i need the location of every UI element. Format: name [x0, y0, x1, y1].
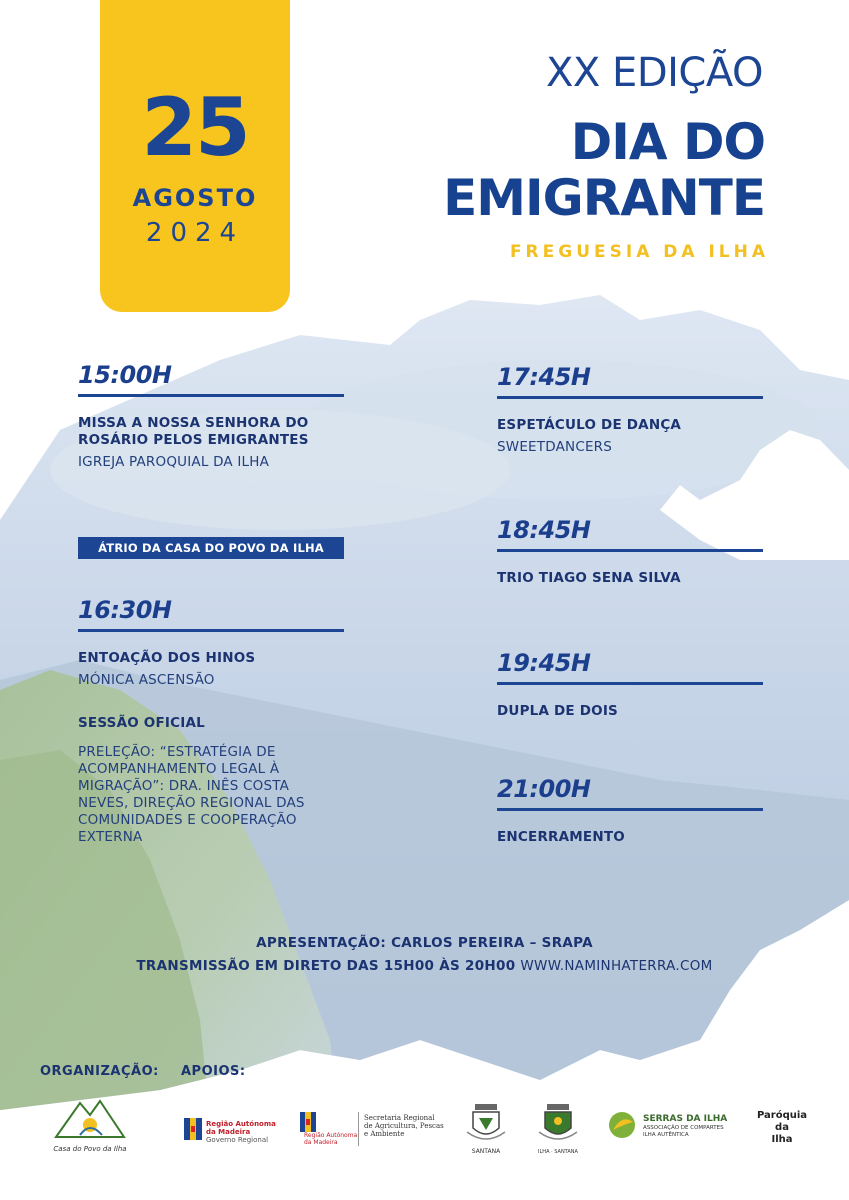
slot-time: 15:00H — [78, 360, 344, 397]
slot-title: ENCERRAMENTO — [497, 829, 625, 845]
date-day: 25 — [141, 81, 249, 174]
paroquia-line2: da — [775, 1122, 789, 1133]
casa-povo-name: Casa do Povo da Ilha — [53, 1145, 127, 1153]
venue-bar: ÁTRIO DA CASA DO POVO DA ILHA — [78, 537, 344, 559]
secretaria-line1: Secretaria Regional — [364, 1114, 435, 1122]
ilha-label: ILHA · SANTANA — [538, 1149, 578, 1155]
broadcast-line — [0, 958, 849, 974]
broadcast-text: TRANSMISSÃO EM DIRETO DAS 15H00 ÀS 20H00 — [136, 958, 516, 974]
slot-time: 18:45H — [497, 515, 763, 552]
serras-line3: ILHA AUTÊNTICA — [643, 1132, 689, 1138]
description-line: ACOMPANHAMENTO LEGAL À — [78, 761, 280, 777]
slot-title: TRIO TIAGO SENA SILVA — [497, 570, 681, 586]
slot-title: ESPETÁCULO DE DANÇA — [497, 417, 682, 433]
slot-subtitle: MÓNICA ASCENSÃO — [78, 672, 215, 688]
parish-label: FREGUESIA DA ILHA — [509, 242, 769, 262]
paroquia-logo — [752, 1110, 812, 1150]
madeira-flag-icon — [184, 1118, 202, 1140]
serras-leaf-icon — [607, 1110, 637, 1140]
slot-title: ENTOAÇÃO DOS HINOS — [78, 650, 256, 666]
casa-povo-logo — [50, 1095, 130, 1155]
description-line: MIGRAÇÃO”: DRA. INÊS COSTA — [78, 778, 290, 794]
slot-subtitle: SWEETDANCERS — [497, 439, 613, 455]
slot-time: 21:00H — [497, 774, 763, 811]
presenter-line: APRESENTAÇÃO: CARLOS PEREIRA – SRAPA — [256, 935, 593, 951]
date-block — [100, 0, 290, 312]
description-line: NEVES, DIREÇÃO REGIONAL DAS — [78, 795, 305, 811]
date-month: AGOSTO — [132, 184, 258, 212]
ilha-crest-icon — [535, 1102, 581, 1144]
slot-title-line: ROSÁRIO PELOS EMIGRANTES — [78, 432, 309, 448]
secretaria-regional-logo — [300, 1112, 450, 1148]
schedule-slot-1500 — [78, 360, 344, 471]
regiao1-line1: Região Autónoma — [206, 1120, 276, 1128]
schedule-slot-1745 — [497, 362, 763, 456]
schedule-slot-1945 — [497, 648, 763, 720]
description-line: COMUNIDADES E COOPERAÇÃO — [78, 812, 297, 828]
slot-title: DUPLA DE DOIS — [497, 703, 618, 719]
paroquia-line1: Paróquia — [756, 1110, 808, 1121]
serras-da-ilha-logo — [607, 1110, 737, 1146]
regiao2-line2: da Madeira — [304, 1139, 338, 1146]
schedule-slot-1630 — [78, 595, 344, 846]
serras-line1: SERRAS DA ILHA — [643, 1114, 728, 1124]
slot-title-line: MISSA A NOSSA SENHORA DO — [78, 415, 309, 431]
event-title-line1: DIA DO — [570, 113, 765, 171]
event-title-line2: EMIGRANTE — [443, 169, 765, 227]
schedule-slot-1845 — [497, 515, 763, 587]
schedule-slot-2100 — [497, 774, 763, 846]
slot-time: 17:45H — [497, 362, 763, 399]
description-line: EXTERNA — [78, 829, 143, 845]
paroquia-line3: Ilha — [771, 1134, 793, 1145]
slot-title: SESSÃO OFICIAL — [78, 715, 205, 731]
regiao1-line3: Governo Regional — [206, 1136, 269, 1144]
date-year: 2024 — [145, 218, 245, 248]
santana-label: SANTANA — [471, 1148, 501, 1155]
santana-logo — [463, 1102, 509, 1154]
slot-title — [78, 415, 344, 449]
secretaria-line3: e Ambiente — [364, 1130, 405, 1138]
regiao-autonoma-governo-logo — [184, 1118, 284, 1148]
slot-description — [78, 744, 344, 846]
logo-divider — [358, 1112, 359, 1146]
slot-venue: IGREJA PAROQUIAL DA ILHA — [78, 454, 270, 470]
broadcast-url[interactable]: WWW.NAMINHATERRA.COM — [520, 958, 713, 974]
madeira-flag-icon — [300, 1112, 316, 1132]
description-line: PRELEÇÃO: “ESTRATÉGIA DE — [78, 744, 276, 760]
casa-povo-emblem-icon — [50, 1095, 130, 1141]
ilha-logo — [535, 1102, 581, 1154]
regiao2-line1: Região Autónoma — [304, 1132, 358, 1139]
santana-crest-icon — [463, 1102, 509, 1144]
slot-time: 19:45H — [497, 648, 763, 685]
secretaria-line2: de Agricultura, Pescas — [364, 1122, 444, 1130]
slot-time: 16:30H — [78, 595, 344, 632]
support-label: APOIOS: — [181, 1064, 246, 1079]
organization-label: ORGANIZAÇÃO: — [40, 1064, 159, 1079]
edition-label: XX EDIÇÃO — [546, 50, 763, 96]
regiao1-line2: da Madeira — [206, 1128, 251, 1136]
serras-line2: ASSOCIAÇÃO DE COMPARTES — [643, 1125, 724, 1131]
